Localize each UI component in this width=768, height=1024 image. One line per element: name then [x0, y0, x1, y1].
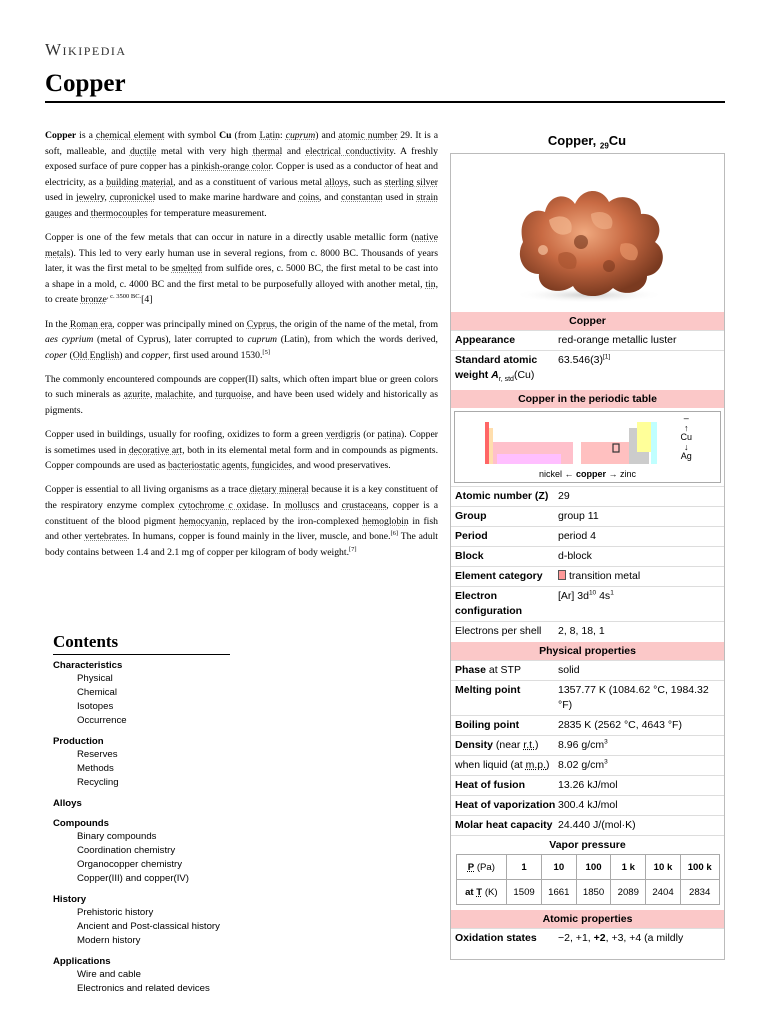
phase-label-suffix: at STP — [485, 664, 521, 677]
infobox-row-label[interactable]: Period — [455, 530, 488, 543]
vp-temperature-cell: 2404 — [646, 880, 681, 905]
toc-section[interactable]: Alloys — [53, 798, 82, 809]
text-run: In the — [45, 318, 70, 330]
text-run: , — [246, 460, 252, 472]
left-neighbor-nickel[interactable]: nickel — [538, 469, 562, 480]
ox-part-3: , +3, +4 (a mildly — [605, 932, 684, 945]
text-run: [4] — [141, 294, 153, 306]
vp-temperature-cell: 1509 — [507, 880, 542, 905]
toc-subsection[interactable]: Coordination chemistry — [77, 845, 176, 856]
liquid-density-number: 8.02 g/cm — [558, 759, 605, 772]
article-link[interactable]: strain gauges — [45, 192, 438, 219]
row-electrons-per-shell — [451, 621, 724, 641]
liquid-mp-abbr[interactable]: m.p. — [525, 759, 547, 772]
vp-pressure-cell: 100 k — [680, 855, 719, 880]
vp-temperature-cell: 1850 — [576, 880, 611, 905]
intro-paragraph-5 — [45, 427, 438, 474]
vapor-pressure-table — [456, 854, 720, 905]
standard-atomic-weight-label[interactable] — [455, 353, 558, 387]
article-link[interactable]: verdigris — [325, 429, 361, 441]
basic-property-rows — [451, 486, 724, 566]
infobox-row-value: group 11 — [558, 510, 599, 523]
current-element-cu: Cu — [680, 432, 692, 443]
text-run: The commonly encountered compounds are copper(II) salts, which often impart blue or green colors to such minerals as — [45, 373, 438, 401]
infobox-body — [450, 153, 725, 960]
boiling-point-value: 2835 K (2562 °C, 4643 °F) — [558, 719, 682, 732]
article-link[interactable]: pinkish-orange color — [191, 161, 272, 173]
molar-heat-capacity-value: 24.440 J/(mol·K) — [558, 819, 636, 832]
text-run: used in — [45, 192, 76, 204]
table-of-contents — [53, 632, 353, 996]
infobox-row-value: 29 — [558, 490, 570, 503]
text-run: because it is a key constituent of the respiratory enzyme complex — [45, 484, 439, 511]
text-run: , and — [193, 389, 216, 401]
reference-link[interactable]: , c. 3500 BC. — [106, 293, 142, 301]
intro-paragraph-4 — [45, 372, 438, 419]
left-arrow-icon: ← — [564, 469, 574, 480]
article-link[interactable]: Cyprus — [246, 318, 275, 330]
article-link[interactable]: decorative art — [128, 444, 183, 456]
article-link[interactable]: hemoglobin — [362, 515, 409, 527]
text-run: (Latin), from which the words derived, — [277, 334, 438, 346]
vp-pressure-cell: 10 k — [646, 855, 681, 880]
molar-heat-capacity-label[interactable]: Molar heat capacity — [455, 819, 553, 832]
article-link[interactable]: dietary mineral — [249, 484, 309, 496]
article-link[interactable]: electrical conductivity — [305, 145, 394, 157]
text-run: 29. It is a soft, malleable, and — [45, 130, 438, 157]
article-link[interactable]: atomic number — [338, 130, 398, 141]
oxidation-states-value — [558, 931, 720, 957]
toc-subsection[interactable]: Organocopper chemistry — [77, 859, 183, 870]
article-link[interactable]: fungicides — [251, 460, 292, 472]
article-link[interactable]: cupronickel — [109, 192, 156, 204]
text-run: Cu — [219, 130, 232, 141]
text-run: , and as a constituent of various metal — [173, 176, 325, 188]
text-run: , to create — [45, 278, 438, 306]
text-run: . A freshly exposed surface of pure copper has a — [45, 145, 439, 173]
infobox-row-value: period 4 — [558, 530, 596, 543]
toc-title: Contents — [53, 632, 230, 655]
row-molar-heat-capacity — [451, 815, 724, 835]
article-link[interactable]: sterling silver — [384, 176, 439, 188]
current-element-copper: copper — [575, 469, 606, 480]
toc-subsection[interactable]: Wire and cable — [77, 969, 141, 980]
wikipedia-wordmark[interactable]: Wikipedia — [45, 40, 127, 59]
text-run: , first used around 1530. — [168, 349, 263, 361]
article-link[interactable]: thermal — [252, 145, 283, 157]
toc-subsection[interactable]: Copper(III) and copper(IV) — [77, 873, 189, 884]
text-run: . Copper is used as a conductor of heat and electricity, as a — [45, 161, 438, 188]
text-run: , and — [319, 192, 342, 204]
article-link[interactable]: smelted — [171, 263, 203, 275]
title-rule — [45, 101, 725, 103]
electron-configuration-value — [558, 589, 720, 619]
intro-paragraph-1 — [45, 128, 438, 222]
section-header-periodic-table[interactable]: Copper in the periodic table — [451, 389, 724, 408]
boiling-point-label[interactable]: Boiling point — [455, 719, 520, 732]
text-run: with symbol — [164, 130, 220, 141]
heat-of-fusion-label[interactable]: Heat of fusion — [455, 779, 525, 792]
text-run: , such as — [348, 176, 385, 188]
element-category-label[interactable]: Element category — [455, 570, 543, 583]
article-link[interactable]: ductile — [129, 145, 157, 157]
liquid-density-label — [455, 758, 558, 773]
section-header-physical: Physical properties — [451, 641, 724, 660]
infobox-caption-name: Copper, — [547, 133, 597, 148]
article-link[interactable]: malachite — [155, 389, 194, 401]
infobox-row — [451, 486, 724, 506]
density-number: 8.96 g/cm — [558, 739, 605, 752]
vp-p-header — [456, 855, 507, 880]
toc-subsection[interactable]: Occurrence — [77, 715, 127, 726]
row-appearance — [451, 330, 724, 350]
native-copper-image[interactable] — [451, 154, 724, 311]
down-arrow-icon: ↓ — [683, 441, 689, 452]
infobox — [450, 125, 724, 960]
article-link[interactable]: azurite — [123, 389, 150, 401]
density-rt-abbr[interactable]: r.t. — [523, 739, 535, 752]
row-heat-of-fusion — [451, 775, 724, 795]
text-run: ) and — [119, 349, 142, 361]
row-standard-atomic-weight — [451, 350, 724, 389]
toc-list — [53, 659, 353, 996]
element-category-text[interactable]: transition metal — [569, 570, 641, 583]
vapor-pressure-t-row — [456, 880, 719, 905]
article-link[interactable]: turquoise — [215, 389, 252, 401]
category-color-swatch — [558, 570, 566, 580]
electrons-per-shell-label: Electrons per shell — [455, 625, 542, 638]
text-run: ). This led to very early human use in several regions, from c. 8000 BC. Thousands of years later, it was the first metal to be — [45, 247, 438, 275]
article-link[interactable]: patina — [377, 429, 402, 441]
liquid-density-sup: 3 — [604, 758, 608, 766]
toc-subsection[interactable]: Reserves — [77, 749, 118, 760]
text-run: . In humans, copper is found mainly in the liver, muscle, and bone. — [127, 531, 391, 543]
article-link[interactable]: bronze — [80, 294, 107, 306]
ec-sup-2: 1 — [610, 589, 614, 597]
infobox-caption-symbol: Cu — [608, 133, 627, 148]
oxidation-states-label[interactable]: Oxidation states — [455, 932, 537, 945]
ec-part-1: [Ar] 3d — [558, 590, 589, 603]
melting-point-label[interactable]: Melting point — [455, 684, 521, 697]
page-title: Copper — [45, 70, 126, 97]
text-run: metal with very high — [156, 145, 253, 157]
article-link[interactable]: Old English — [72, 349, 120, 361]
saw-reference[interactable]: [1] — [602, 353, 611, 361]
article-link[interactable]: bacteriostatic agents — [167, 460, 247, 472]
electrons-per-shell-value: 2, 8, 18, 1 — [558, 625, 605, 638]
article-link[interactable]: cytochrome c oxidase — [178, 499, 267, 511]
text-run: . In — [266, 499, 285, 511]
toc-subsection[interactable]: Electronics and related devices — [77, 983, 210, 994]
toc-subsection[interactable]: Prehistoric history — [77, 907, 154, 918]
vp-pressure-cell: 10 — [541, 855, 576, 880]
article-link[interactable]: vertebrates — [84, 531, 128, 543]
text-run: coper — [45, 349, 68, 361]
up-arrow-icon: ↑ — [683, 422, 689, 433]
below-element-ag[interactable]: Ag — [680, 451, 692, 462]
saw-element: (Cu) — [513, 369, 535, 381]
toc-subsection[interactable]: Recycling — [77, 777, 119, 788]
liquid-density-text: when liquid (at — [455, 759, 526, 772]
element-category-value — [558, 569, 720, 584]
text-run: (metal of Cyprus), later corrupted to — [93, 334, 248, 346]
text-run: and — [319, 499, 342, 511]
vp-t-unit: (K) — [482, 886, 498, 898]
text-run: and — [282, 145, 306, 157]
text-run: : — [279, 130, 286, 141]
intro-paragraph-2 — [45, 230, 438, 308]
toc-section[interactable]: Production — [53, 736, 104, 747]
text-run: , copper is a constituent of the blood pigment — [45, 499, 438, 527]
toc-subsection[interactable]: Ancient and Post-classical history — [77, 921, 220, 932]
toc-subsection[interactable]: Binary compounds — [77, 831, 157, 842]
phase-label — [455, 663, 558, 678]
toc-subsection[interactable]: Methods — [77, 763, 114, 774]
toc-subsection[interactable]: Modern history — [77, 935, 141, 946]
liquid-density-value — [558, 758, 720, 773]
row-melting-point — [451, 680, 724, 715]
electron-configuration-label[interactable]: Electron configuration — [455, 590, 523, 618]
saw-subscript: r, std — [498, 376, 514, 384]
section-header-copper: Copper — [451, 311, 724, 330]
vapor-pressure-p-row — [456, 855, 719, 880]
phase-value: solid — [558, 664, 580, 677]
row-boiling-point — [451, 715, 724, 735]
heat-of-vaporization-value: 300.4 kJ/mol — [558, 799, 618, 812]
article-link[interactable]: Latin — [259, 130, 280, 141]
copper-nugget-picture — [451, 154, 724, 311]
text-run: used in — [382, 192, 417, 204]
row-electron-configuration — [451, 586, 724, 621]
text-run: from sulfide ores, c. 5000 BC, the first metal to be cast into a shape in a mold, c. 4000 BC and the first metal to be purposefully alloyed with another metal, — [45, 263, 439, 290]
text-run: , — [149, 389, 156, 401]
periodic-table-diagram[interactable] — [454, 411, 721, 483]
article-link[interactable]: molluscs — [284, 499, 320, 511]
text-run: (from — [231, 130, 260, 141]
intro-paragraph-3 — [45, 317, 438, 364]
heat-of-fusion-value: 13.26 kJ/mol — [558, 779, 618, 792]
row-element-category — [451, 566, 724, 586]
appearance-label: Appearance — [455, 334, 516, 346]
infobox-row — [451, 506, 724, 526]
article-link[interactable]: alloys — [324, 176, 348, 188]
infobox-row — [451, 546, 724, 566]
text-run: cuprum — [247, 334, 278, 346]
vp-temperature-cell: 2089 — [611, 880, 646, 905]
reference-link[interactable]: [6] — [390, 529, 399, 537]
text-run: is a — [76, 130, 96, 141]
density-sup: 3 — [604, 738, 608, 746]
toc-section[interactable]: Characteristics — [53, 660, 123, 671]
infobox-row — [451, 526, 724, 546]
article-link[interactable]: chemical element — [95, 130, 165, 141]
toc-section[interactable]: History — [53, 894, 87, 905]
article-link[interactable]: hemocyanin — [179, 515, 227, 527]
ec-sup-1: 10 — [588, 589, 597, 597]
right-arrow-icon: → — [608, 469, 618, 480]
periodic-neighbors-vertical — [680, 414, 692, 462]
article-link[interactable]: building material — [106, 176, 174, 188]
article-link[interactable]: constantan — [341, 192, 383, 204]
text-run: ( — [67, 349, 73, 361]
text-run: and — [71, 207, 91, 219]
intro-paragraph-6 — [45, 482, 438, 560]
vapor-pressure-title: Vapor pressure — [451, 835, 724, 854]
infobox-row-label[interactable]: Block — [455, 550, 484, 563]
periodic-neighbors-horizontal — [455, 469, 720, 479]
article-link[interactable]: thermocouples — [90, 207, 148, 219]
vp-pressure-cell: 1 k — [611, 855, 646, 880]
row-heat-of-vaporization — [451, 795, 724, 815]
text-run: , — [104, 192, 110, 204]
article-link[interactable]: tin — [425, 278, 436, 290]
toc-subsection[interactable]: Isotopes — [77, 701, 114, 712]
toc-subsection[interactable]: Chemical — [77, 687, 117, 698]
reference-link[interactable]: [5] — [262, 348, 271, 356]
vp-temperature-cell: 2834 — [680, 880, 719, 905]
infobox-caption-number: 29 — [599, 141, 609, 151]
text-run: , and wood preservatives. — [291, 460, 391, 472]
infobox-caption — [450, 125, 724, 153]
appearance-value: red-orange metallic luster — [558, 334, 677, 346]
density-label-link[interactable]: Density — [455, 739, 493, 752]
right-neighbor-zinc[interactable]: zinc — [620, 469, 637, 480]
text-run: , both in its elemental metal form and in compounds as pigments. Copper compounds are used as — [45, 444, 438, 472]
text-run: Copper used in buildings, usually for roofing, oxidizes to form a green — [45, 429, 326, 441]
melting-point-value: 1357.77 K (1084.62 °C, 1984.32 °F) — [558, 684, 709, 712]
above-element: – — [683, 413, 689, 424]
toc-subsection[interactable]: Physical — [77, 673, 113, 684]
standard-atomic-weight-value — [558, 353, 720, 387]
text-run: , copper was principally mined on — [112, 318, 247, 330]
text-run: ). Copper is sometimes used in — [45, 429, 439, 456]
vp-pressure-cell: 100 — [576, 855, 611, 880]
article-link[interactable]: crustaceans — [341, 499, 387, 511]
vp-t-at: at — [465, 886, 477, 898]
section-header-atomic: Atomic properties — [451, 909, 724, 928]
text-run: for temperature measurement. — [147, 207, 267, 219]
text-run: , and have been used widely and historically as pigments. — [45, 389, 439, 416]
phase-label-link[interactable]: Phase — [455, 664, 486, 677]
infobox-row-value: d-block — [558, 550, 592, 563]
density-value — [558, 738, 720, 753]
text-run: ) and — [315, 130, 339, 141]
text-run: Copper is essential to all living organisms as a trace — [45, 484, 250, 496]
vp-p-unit: (Pa) — [474, 861, 495, 873]
text-run: in fish and other — [45, 515, 438, 543]
toc-section[interactable]: Applications — [53, 956, 111, 967]
reference-link[interactable]: [7] — [349, 545, 357, 553]
article-link[interactable]: Roman era — [69, 318, 113, 330]
infobox-row-label[interactable]: Group — [455, 510, 487, 523]
ox-part-1: −2, +1, — [558, 932, 594, 945]
article-intro — [45, 128, 438, 569]
vp-t-header — [456, 880, 507, 905]
article-link[interactable]: coins — [298, 192, 320, 204]
text-run: used to make marine hardware and — [155, 192, 299, 204]
text-run: , the origin of the name of the metal, from — [274, 318, 439, 330]
vp-pressure-cell: 1 — [507, 855, 542, 880]
text-run: , replaced by the iron-complexed — [226, 515, 363, 527]
article-link[interactable]: native metals — [45, 232, 438, 259]
density-close: ) — [534, 739, 539, 752]
ec-part-2: 4s — [596, 590, 611, 603]
vp-t-symbol[interactable]: T — [476, 886, 483, 898]
heat-of-vaporization-label[interactable]: Heat of vaporization — [455, 799, 556, 812]
vp-temperature-cell: 1661 — [541, 880, 576, 905]
row-phase — [451, 660, 724, 680]
ox-part-2: +2 — [593, 932, 606, 945]
text-run: copper — [141, 349, 169, 361]
text-run: (or — [360, 429, 378, 441]
text-run: The adult body contains between 1.4 and 2.1 mg of copper per kilogram of body weight. — [45, 531, 438, 558]
article-link[interactable]: jewelry — [76, 192, 105, 204]
saw-symbol: A — [491, 369, 499, 381]
row-oxidation-states — [451, 928, 724, 959]
saw-label-text: Standard atomic weight — [455, 354, 538, 381]
text-run: Copper is one of the few metals that can occur in nature in a directly usable metallic form ( — [45, 232, 415, 244]
density-label — [455, 738, 558, 753]
text-run: Copper — [45, 130, 77, 141]
text-run: aes cyprium — [45, 334, 94, 346]
vp-p-symbol[interactable]: P — [467, 861, 475, 873]
saw-value: 63.546(3) — [558, 354, 603, 366]
liquid-close: ) — [546, 759, 550, 772]
density-near: (near — [492, 739, 524, 752]
article-link[interactable]: cuprum — [285, 130, 316, 141]
row-liquid-density — [451, 755, 724, 775]
toc-section[interactable]: Compounds — [53, 818, 109, 829]
row-density — [451, 735, 724, 755]
infobox-row-label[interactable]: Atomic number (Z) — [455, 490, 549, 503]
